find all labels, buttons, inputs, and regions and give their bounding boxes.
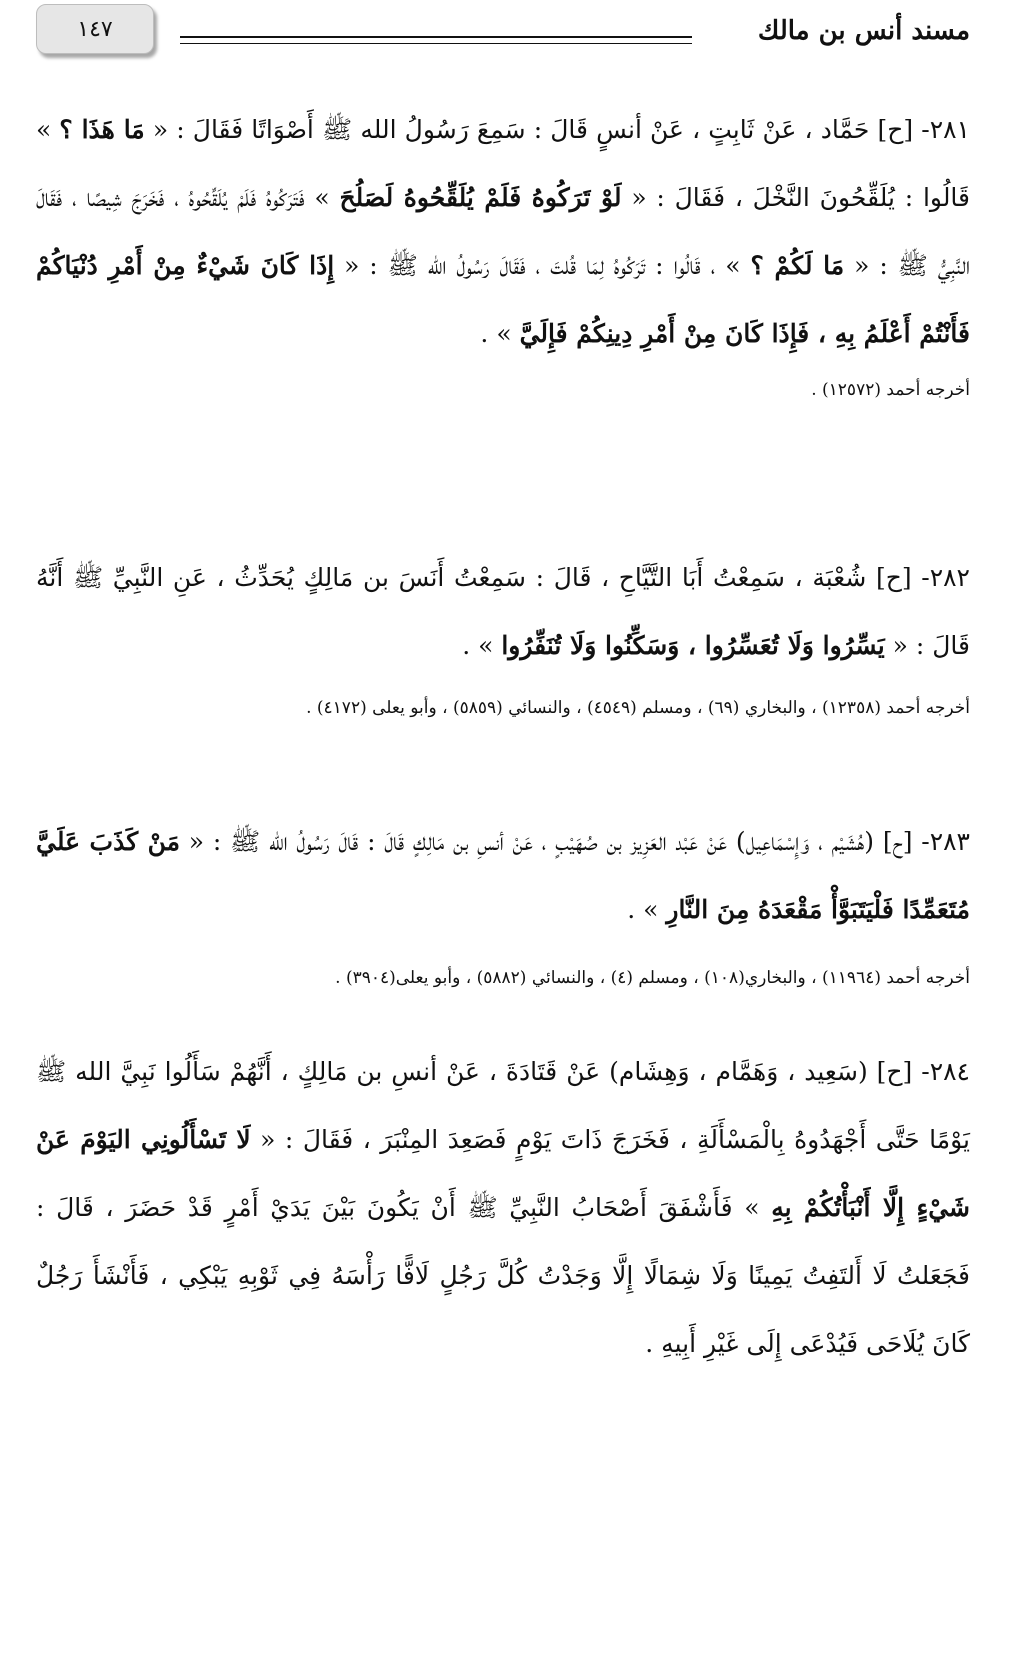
hadith-number: ٢٨١- [ح] bbox=[877, 115, 970, 144]
narration-text: » ، قَالُوا : تَرَكُوهُ لِمَا قُلتَ ، فَقَالَ رَسُولُ الله ﷺ : « bbox=[334, 251, 751, 280]
prophetic-saying: مَا هَذَا ؟ bbox=[59, 115, 145, 144]
narration-text: » . bbox=[480, 319, 520, 348]
hadith-text bbox=[36, 808, 970, 944]
narration-text: حَمَّاد ، عَنْ ثَابِتٍ ، عَنْ أنسٍ قَالَ : سَمِعَ رَسُولُ الله ﷺ أَصْوَاتًا فَقَالَ : « bbox=[144, 115, 878, 144]
takhrij-note: أخرجه أحمد (١٢٥٧٢) . bbox=[811, 380, 970, 400]
hadith-283 bbox=[36, 808, 970, 998]
narration-text: شُعْبَة ، سَمِعْتُ أَبَا التَّيَّاحِ ، قَالَ : سَمِعْتُ أَنَسَ بن مَالِكٍ يُحَدِّثُ ، عَنِ النَّبِيِّ ﷺ أَنَّهُ قَالَ : « bbox=[36, 563, 970, 660]
hadith-text bbox=[36, 1038, 970, 1378]
hadith-number: ٢٨٤- [ح] bbox=[876, 1057, 970, 1086]
narration-text: » . bbox=[627, 895, 667, 924]
prophetic-saying: يَسِّرُوا وَلَا تُعَسِّرُوا ، وَسَكِّنُوا وَلَا تُنَفِّرُوا bbox=[501, 631, 885, 660]
hadith-number: ٢٨٣- [ح] bbox=[882, 827, 970, 856]
takhrij-note: أخرجه أحمد (١٢٣٥٨) ، والبخاري (٦٩) ، ومسلم (٤٥٤٩) ، والنسائي (٥٨٥٩) ، وأبو يعلى (٤١٧٢) . bbox=[306, 698, 970, 718]
header-rule bbox=[180, 36, 692, 44]
prophetic-saying: لَوْ تَرَكُوهُ فَلَمْ يُلَقِّحُوهُ لَصَلُحَ bbox=[339, 183, 622, 212]
prophetic-saying: إِذَا كَانَ شَيْءٌ مِنْ أَمْرِ دُنْيَاكُمْ فَأَنْتُمْ أَعْلَمُ بِهِ ، فَإِذَا كَانَ مِنْ أَمْرِ دِينِكُمْ فَإِلَيَّ bbox=[36, 251, 970, 348]
narration-text: » . bbox=[462, 631, 502, 660]
hadith-number: ٢٨٢- [ح] bbox=[875, 563, 970, 592]
takhrij-note: أخرجه أحمد (١١٩٦٤) ، والبخاري(١٠٨) ، ومسلم (٤) ، والنسائي (٥٨٨٢) ، وأبو يعلى(٣٩٠٤) . bbox=[335, 968, 970, 988]
running-header-title: مسند أنس بن مالك bbox=[757, 16, 970, 46]
narration-text: (سَعِيد ، وَهَمَّام ، وَهِشَام) عَنْ قَتَادَةَ ، عَنْ أنسِ بن مَالِكٍ ، أَنَّهُمْ سَأَلُوا نَبِيَّ الله ﷺ يَوْمًا حَتَّى أَجْهَدُوهُ بِالْمَسْأَلَةِ ، فَخَرَجَ ذَاتَ يَوْمٍ فَصَعِدَ المِنْبَرَ ، فَقَالَ : « bbox=[36, 1057, 970, 1154]
prophetic-saying: مَا لَكُمْ ؟ bbox=[750, 251, 845, 280]
narration-text: » قَالُوا : يُلَقِّحُونَ النَّخْلَ ، فَقَالَ : « bbox=[36, 115, 970, 212]
prophetic-saying: لَا تَسْأَلُونِي اليَوْمَ عَنْ شَيْءٍ إِلَّا أَنْبَأْتُكُمْ بِهِ bbox=[36, 1125, 970, 1222]
hadith-281 bbox=[36, 96, 970, 410]
hadith-282 bbox=[36, 544, 970, 728]
hadith-text bbox=[36, 96, 970, 368]
narration-text: » فَأَشْفَقَ أَصْحَابُ النَّبِيِّ ﷺ أَنْ يَكُونَ بَيْنَ يَدَيْ أَمْرٍ قَدْ حَضَرَ ، قَالَ : فَجَعَلتُ لَا أَلتَفِتُ يَمِينًا وَلَا شِمَالًا إِلَّا وَجَدْتُ كُلَّ رَجُلٍ لَافًّا رَأْسَهُ فِي ثَوْبِهِ يَبْكِي ، فَأَنْشَأَ رَجُلٌ كَانَ يُلَاحَى فَيُدْعَى إِلَى غَيْرِ أَبِيهِ . bbox=[36, 1193, 970, 1358]
prophetic-saying: مَنْ كَذَبَ عَلَيَّ مُتَعَمِّدًا فَلْيَتَبَوَّأْ مَقْعَدَهُ مِنَ النَّارِ bbox=[36, 827, 970, 924]
page-number-badge: ١٤٧ bbox=[36, 4, 154, 54]
hadith-text bbox=[36, 544, 970, 680]
narration-text: » فَتَرَكُوهُ فَلَمْ يُلَقِّحُوهُ ، فَخَرَجَ شِيصًا ، فَقَالَ النَّبِيُّ ﷺ : « bbox=[36, 183, 970, 280]
hadith-284 bbox=[36, 1038, 970, 1378]
narration-text: (هُشَيْم ، وَإِسْمَاعِيل) عَنْ عَبْد العَزِيز بن صُهَيْبٍ ، عَنْ أنسِ بن مَالِكٍ قَالَ : قَالَ رَسُولُ الله ﷺ : « bbox=[180, 827, 883, 856]
